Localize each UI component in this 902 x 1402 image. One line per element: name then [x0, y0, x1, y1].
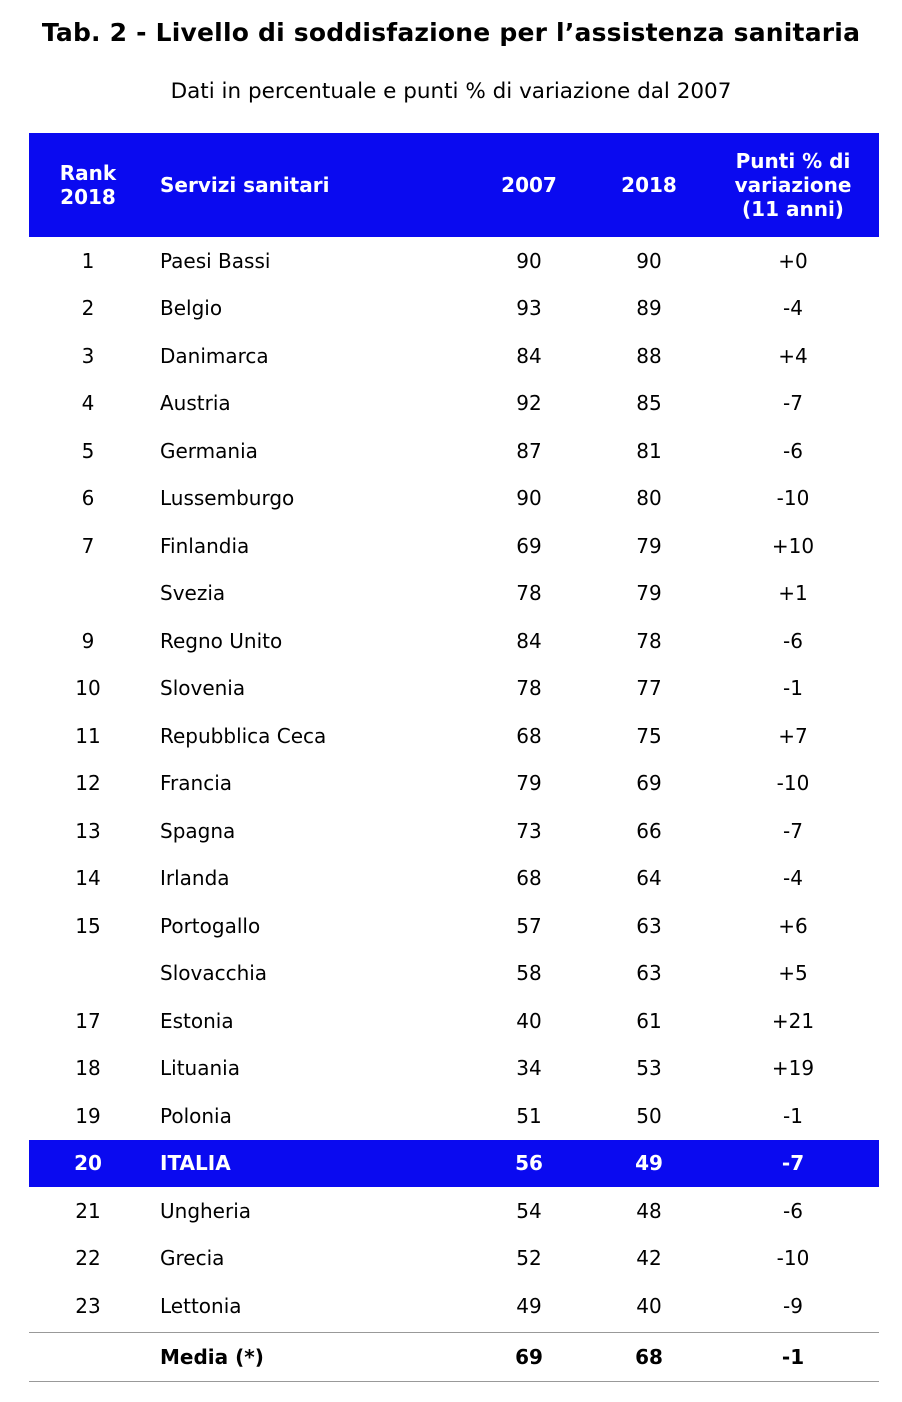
table-row: [29, 902, 879, 950]
variation-cell: -7: [783, 818, 803, 843]
variation-cell: -10: [776, 1246, 810, 1271]
value-2018-cell: 80: [636, 486, 662, 511]
variation-cell: +19: [771, 1056, 815, 1081]
value-2018-cell: 79: [636, 581, 662, 606]
country-cell: Belgio: [160, 296, 223, 321]
country-cell: Estonia: [160, 1008, 234, 1033]
rank-cell: 12: [75, 771, 101, 796]
table-row-highlighted: [29, 1140, 879, 1188]
table-row: [29, 950, 879, 998]
header-2018: 2018: [621, 173, 677, 197]
header-rank-line1: Rank: [59, 161, 117, 185]
value-2007-cell: 73: [516, 818, 542, 843]
value-2007-cell: 90: [516, 248, 542, 273]
rank-cell: 18: [75, 1056, 101, 1081]
value-2018-cell: 66: [636, 818, 662, 843]
value-2018-cell: 61: [636, 1008, 662, 1033]
value-2007-cell: 79: [516, 771, 542, 796]
variation-cell: +7: [778, 723, 808, 748]
value-2018-cell: 53: [636, 1056, 662, 1081]
rank-cell: 5: [81, 438, 95, 463]
table-row: [29, 665, 879, 713]
header-variation: [719, 133, 867, 237]
value-2018-cell: 85: [636, 391, 662, 416]
value-2007-cell: 78: [516, 676, 542, 701]
rank-cell: 6: [81, 486, 95, 511]
header-name: Servizi sanitari: [160, 173, 330, 197]
country-cell: Lettonia: [160, 1293, 242, 1318]
average-2018: 68: [635, 1344, 663, 1369]
average-name: Media (*): [160, 1344, 264, 1369]
rank-cell: 4: [81, 391, 95, 416]
table-row: [29, 427, 879, 475]
rank-cell: 14: [75, 866, 101, 891]
value-2007-cell: 57: [516, 913, 542, 938]
table-row: [29, 760, 879, 808]
value-2018-cell: 69: [636, 771, 662, 796]
country-cell: Danimarca: [160, 343, 269, 368]
variation-cell: -9: [783, 1293, 803, 1318]
rank-cell: [29, 950, 147, 998]
country-cell: Francia: [160, 771, 233, 796]
average-row: [29, 1332, 879, 1382]
rank-cell: 11: [75, 723, 101, 748]
header-rank: [29, 133, 147, 237]
variation-cell: -10: [776, 771, 810, 796]
header-2007: 2007: [501, 173, 557, 197]
value-2018-cell: 90: [636, 248, 662, 273]
value-2007-cell: 68: [516, 866, 542, 891]
variation-cell: -10: [776, 486, 810, 511]
rank-cell: 9: [81, 628, 95, 653]
rank-cell: 1: [81, 248, 95, 273]
value-2018-cell: 89: [636, 296, 662, 321]
value-2007-cell: 51: [516, 1103, 542, 1128]
value-2018-cell: 75: [636, 723, 662, 748]
value-2007-cell: 78: [516, 581, 542, 606]
country-cell: Paesi Bassi: [160, 248, 271, 273]
variation-cell: +1: [778, 581, 808, 606]
variation-cell: -7: [781, 1151, 805, 1176]
header-var-line3: (11 anni): [742, 197, 844, 221]
value-2018-cell: 81: [636, 438, 662, 463]
average-variation: -1: [781, 1344, 805, 1369]
value-2007-cell: 68: [516, 723, 542, 748]
variation-cell: -1: [783, 1103, 803, 1128]
variation-cell: +21: [771, 1008, 815, 1033]
country-cell: Irlanda: [160, 866, 230, 891]
rank-cell: 22: [75, 1246, 101, 1271]
country-cell: Germania: [160, 438, 258, 463]
value-2007-cell: 34: [516, 1056, 542, 1081]
variation-cell: +4: [778, 343, 808, 368]
country-cell: Spagna: [160, 818, 236, 843]
table-row: [29, 475, 879, 523]
table-row: [29, 380, 879, 428]
rank-cell: 19: [75, 1103, 101, 1128]
variation-cell: -4: [783, 296, 803, 321]
country-cell: Regno Unito: [160, 628, 283, 653]
value-2018-cell: 50: [636, 1103, 662, 1128]
value-2007-cell: 56: [515, 1151, 543, 1176]
variation-cell: -6: [783, 628, 803, 653]
rank-cell: 20: [74, 1151, 102, 1176]
average-rank: [29, 1333, 147, 1381]
value-2018-cell: 63: [636, 913, 662, 938]
rank-cell: 17: [75, 1008, 101, 1033]
value-2018-cell: 63: [636, 961, 662, 986]
country-cell: Portogallo: [160, 913, 261, 938]
table-row: [29, 807, 879, 855]
value-2007-cell: 69: [516, 533, 542, 558]
value-2018-cell: 64: [636, 866, 662, 891]
table-row: [29, 1045, 879, 1093]
satisfaction-table: [29, 133, 879, 1382]
value-2018-cell: 49: [635, 1151, 663, 1176]
country-cell: Repubblica Ceca: [160, 723, 327, 748]
value-2007-cell: 58: [516, 961, 542, 986]
value-2007-cell: 90: [516, 486, 542, 511]
rank-cell: 7: [81, 533, 95, 558]
value-2007-cell: 54: [516, 1198, 542, 1223]
table-header: [29, 133, 879, 237]
value-2007-cell: 93: [516, 296, 542, 321]
rank-cell: 2: [81, 296, 95, 321]
variation-cell: -4: [783, 866, 803, 891]
rank-cell: 23: [75, 1293, 101, 1318]
country-cell: Lituania: [160, 1056, 240, 1081]
table-body: [29, 237, 879, 1330]
rank-cell: 3: [81, 343, 95, 368]
value-2007-cell: 52: [516, 1246, 542, 1271]
country-cell: Slovenia: [160, 676, 246, 701]
table-row: [29, 570, 879, 618]
table-subtitle: Dati in percentuale e punti % di variazione dal 2007: [170, 79, 732, 104]
variation-cell: -7: [783, 391, 803, 416]
header-var-line1: Punti % di: [735, 149, 851, 173]
table-row: [29, 1235, 879, 1283]
variation-cell: +0: [778, 248, 808, 273]
value-2007-cell: 84: [516, 628, 542, 653]
value-2007-cell: 40: [516, 1008, 542, 1033]
table-row: [29, 285, 879, 333]
table-row: [29, 522, 879, 570]
value-2018-cell: 77: [636, 676, 662, 701]
header-rank-line2: 2018: [60, 185, 116, 209]
value-2018-cell: 88: [636, 343, 662, 368]
table-row: [29, 617, 879, 665]
rank-cell: [29, 570, 147, 618]
rank-cell: 21: [75, 1198, 101, 1223]
value-2007-cell: 84: [516, 343, 542, 368]
table-row: [29, 237, 879, 285]
table-row: [29, 997, 879, 1045]
country-cell: Svezia: [160, 581, 226, 606]
value-2018-cell: 40: [636, 1293, 662, 1318]
table-row: [29, 855, 879, 903]
value-2018-cell: 78: [636, 628, 662, 653]
country-cell: Slovacchia: [160, 961, 268, 986]
table-row: [29, 1092, 879, 1140]
country-cell: Finlandia: [160, 533, 250, 558]
table-row: [29, 1187, 879, 1235]
variation-cell: -6: [783, 438, 803, 463]
variation-cell: +5: [778, 961, 808, 986]
country-cell: Grecia: [160, 1246, 225, 1271]
country-cell: Polonia: [160, 1103, 232, 1128]
value-2007-cell: 87: [516, 438, 542, 463]
table-title: Tab. 2 - Livello di soddisfazione per l’assistenza sanitaria: [41, 18, 861, 47]
rank-cell: 15: [75, 913, 101, 938]
average-2007: 69: [515, 1344, 543, 1369]
country-cell: Lussemburgo: [160, 486, 295, 511]
rank-cell: 10: [75, 676, 101, 701]
country-cell: Ungheria: [160, 1198, 252, 1223]
table-row: [29, 712, 879, 760]
value-2007-cell: 92: [516, 391, 542, 416]
rank-cell: 13: [75, 818, 101, 843]
country-cell: ITALIA: [160, 1151, 231, 1176]
country-cell: Austria: [160, 391, 231, 416]
variation-cell: -1: [783, 676, 803, 701]
variation-cell: +10: [771, 533, 815, 558]
value-2007-cell: 49: [516, 1293, 542, 1318]
variation-cell: +6: [778, 913, 808, 938]
value-2018-cell: 79: [636, 533, 662, 558]
table-row: [29, 332, 879, 380]
variation-cell: -6: [783, 1198, 803, 1223]
value-2018-cell: 48: [636, 1198, 662, 1223]
header-var-line2: variazione: [734, 173, 852, 197]
value-2018-cell: 42: [636, 1246, 662, 1271]
table-row: [29, 1282, 879, 1330]
